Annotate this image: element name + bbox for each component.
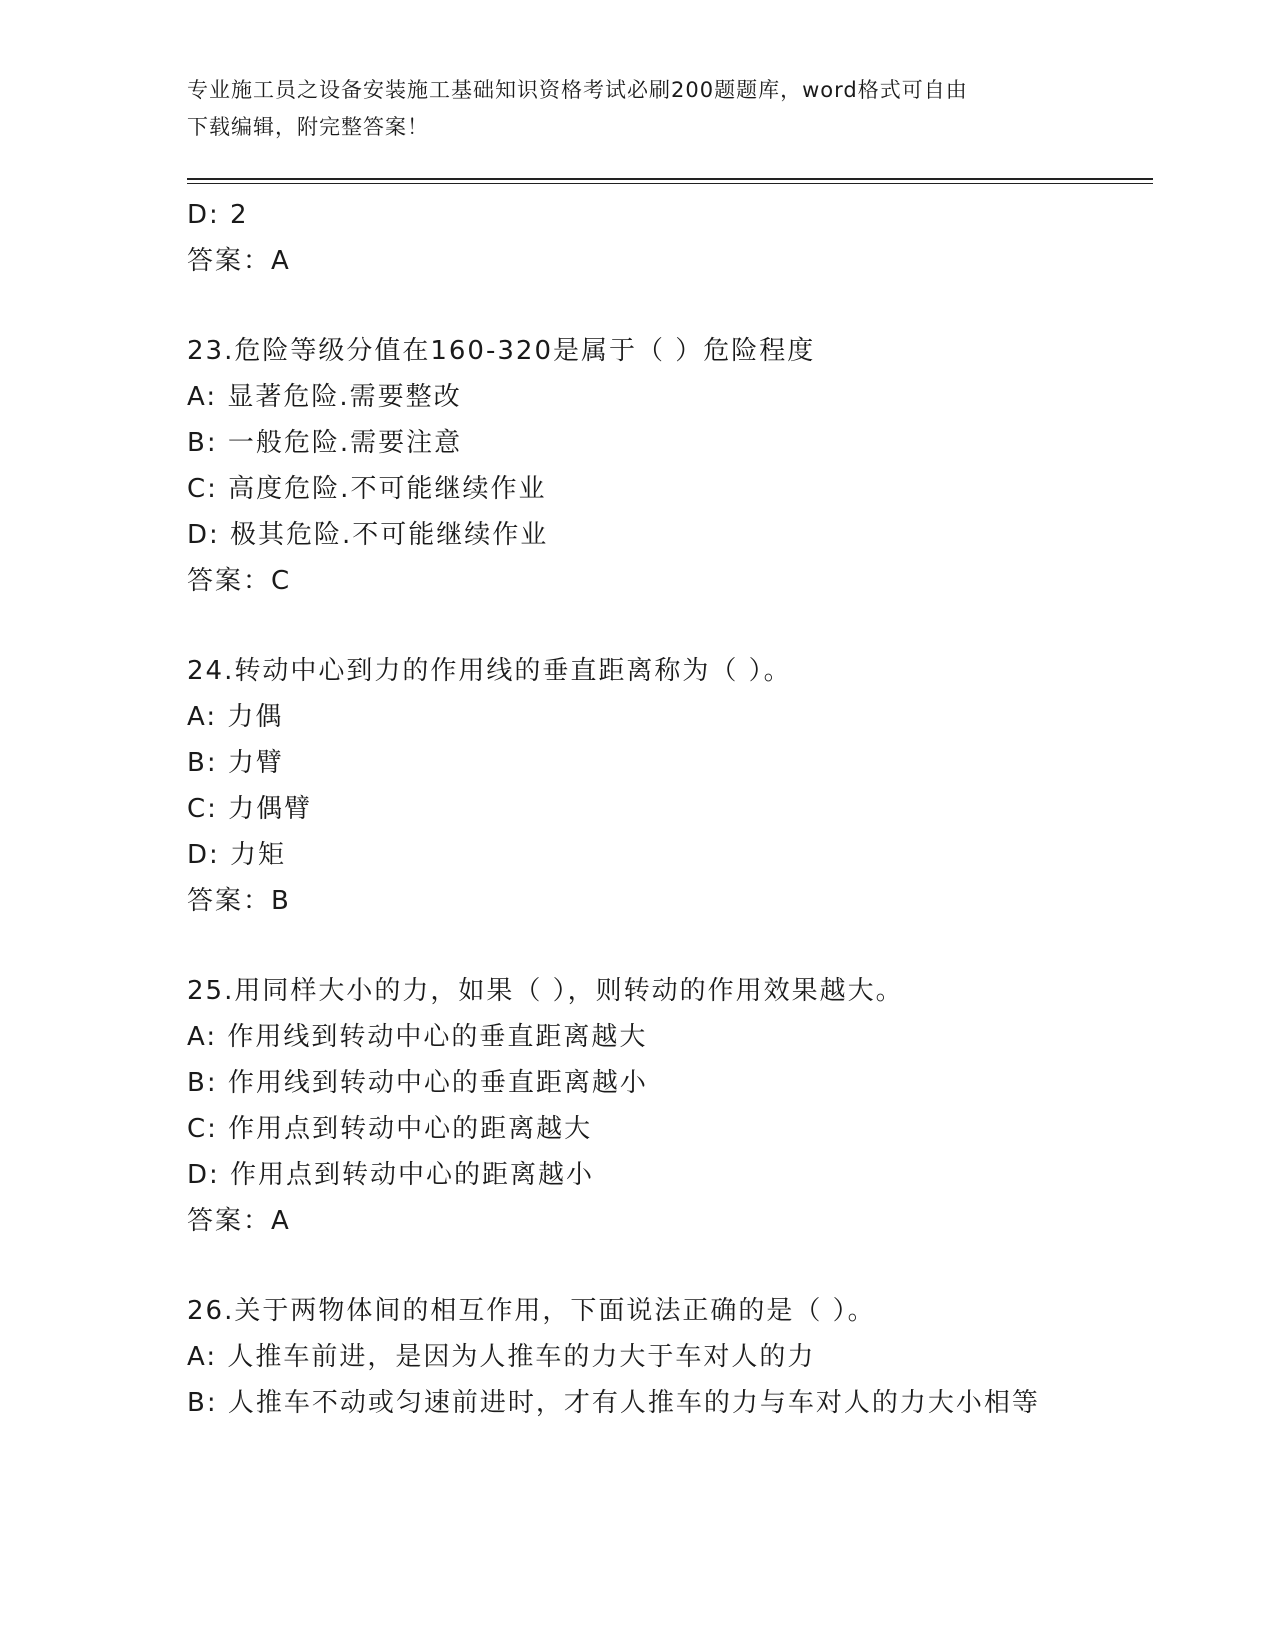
option-d: D: 极其危险.不可能继续作业 xyxy=(187,520,549,550)
option-b: B: 人推车不动或匀速前进时，才有人推车的力与车对人的力大小相等 xyxy=(187,1388,1040,1418)
question-stem: 23.危险等级分值在160-320是属于（ ）危险程度 xyxy=(187,336,816,366)
header-rule-thin xyxy=(187,183,1153,184)
option-a: A: 人推车前进，是因为人推车的力大于车对人的力 xyxy=(187,1342,816,1372)
question-25 xyxy=(187,968,1153,1244)
document-body xyxy=(187,192,1153,1426)
answer: 答案：B xyxy=(187,886,291,916)
answer: 答案：A xyxy=(187,246,291,276)
option-c: C: 作用点到转动中心的距离越大 xyxy=(187,1114,593,1144)
option-d: D: 作用点到转动中心的距离越小 xyxy=(187,1160,595,1190)
option-b: B: 作用线到转动中心的垂直距离越小 xyxy=(187,1068,648,1098)
question-22-tail xyxy=(187,192,1153,284)
question-stem: 24.转动中心到力的作用线的垂直距离称为（ ）。 xyxy=(187,656,792,686)
option-d: D: 力矩 xyxy=(187,840,287,870)
option-b: B: 一般危险.需要注意 xyxy=(187,428,463,458)
option-c: C: 高度危险.不可能继续作业 xyxy=(187,474,547,504)
question-stem: 26.关于两物体间的相互作用，下面说法正确的是（ ）。 xyxy=(187,1296,876,1326)
question-stem: 25.用同样大小的力，如果（ ），则转动的作用效果越大。 xyxy=(187,976,904,1006)
answer: 答案：A xyxy=(187,1206,291,1236)
option-b: B: 力臂 xyxy=(187,748,284,778)
option-d: D: 2 xyxy=(187,200,249,230)
answer: 答案：C xyxy=(187,566,292,596)
question-23 xyxy=(187,328,1153,604)
header-line-1: 专业施工员之设备安装施工基础知识资格考试必刷200题题库，word格式可自由 xyxy=(187,78,968,102)
document-header xyxy=(187,72,1087,146)
question-26 xyxy=(187,1288,1153,1426)
option-a: A: 作用线到转动中心的垂直距离越大 xyxy=(187,1022,648,1052)
header-line-2: 下载编辑，附完整答案！ xyxy=(187,115,429,139)
question-24 xyxy=(187,648,1153,924)
option-a: A: 力偶 xyxy=(187,702,284,732)
header-rule-thick xyxy=(187,178,1153,180)
option-c: C: 力偶臂 xyxy=(187,794,313,824)
option-a: A: 显著危险.需要整改 xyxy=(187,382,462,412)
